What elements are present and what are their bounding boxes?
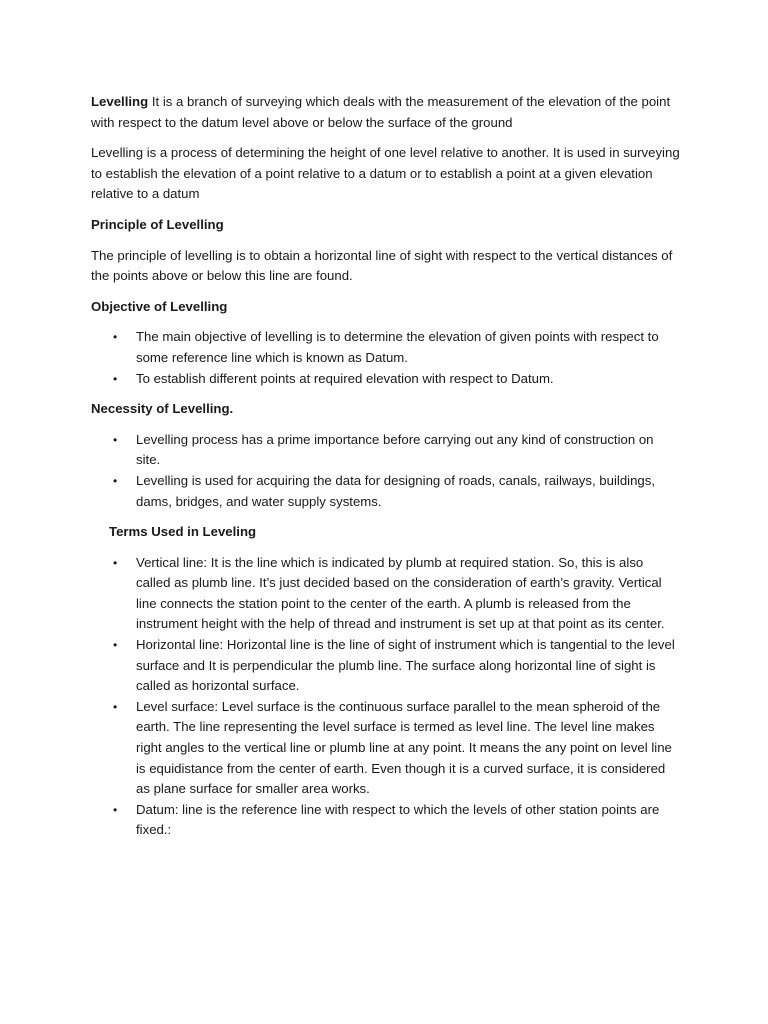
list-item-text: Horizontal line: Horizontal line is the line of sight of instrument which is tangential to the level surface and It is perpendicular the plumb line. The surface along horizontal line of sight is called as horizontal surface.	[136, 637, 675, 694]
list-item-text: Datum: line is the reference line with respect to which the levels of other station points are fixed.:	[136, 801, 660, 838]
intro-definition: It is a branch of surveying which deals with the measurement of the elevation of the point with respect to the datum level above or below the surface of the ground	[91, 94, 671, 130]
bullet-icon: •	[113, 473, 118, 488]
bullet-icon: •	[113, 555, 118, 570]
terms-heading: Terms Used in Leveling	[109, 524, 257, 540]
bullet-icon: •	[113, 802, 118, 817]
list-item	[91, 430, 681, 471]
list-item-text: Levelling process has a prime importance before carrying out any kind of construction on site.	[136, 431, 654, 468]
list-item	[91, 327, 681, 368]
list-item-text: Vertical line: It is the line which is indicated by plumb at required station. So, this is also called as plumb line. It’s just decided based on the consideration of earth’s gravity. Vertical line connects the station point to the center of the earth. A plumb is released from the instrument height with the help of thread and instrument is set up at that point as its center.	[136, 554, 665, 632]
intro-term: Levelling	[91, 94, 149, 109]
list-item-text: Level surface: Level surface is the continuous surface parallel to the mean spheroid of the earth. The line representing the level surface is termed as level line. The level line makes right angles to the vertical line or plumb line at any point. It means the any point on level line is equidistance from the center of earth. Even though it is a curved surface, it is considered as plane surface for smaller area works.	[136, 698, 672, 797]
list-item-text: The main objective of levelling is to determine the elevation of given points with respect to some reference line which is known as Datum.	[136, 329, 659, 365]
intro-paragraph-2: Levelling is a process of determining the height of one level relative to another. It is used in surveying to establish the elevation of a point relative to a datum or to establish a point at a given elevation relative to a datum	[91, 145, 680, 202]
list-item	[91, 369, 681, 390]
bullet-icon: •	[113, 330, 118, 345]
bullet-icon: •	[113, 371, 118, 386]
bullet-icon: •	[113, 638, 118, 653]
document-page	[91, 92, 681, 851]
terms-list	[91, 553, 681, 841]
intro-paragraph	[91, 92, 681, 133]
bullet-icon: •	[113, 699, 118, 714]
objective-heading: Objective of Levelling	[91, 298, 228, 314]
necessity-heading: Necessity of Levelling.	[91, 401, 234, 417]
bullet-icon: •	[113, 432, 118, 447]
list-item-text: Levelling is used for acquiring the data for designing of roads, canals, railways, buildings, dams, bridges, and water supply systems.	[136, 472, 656, 509]
list-item	[91, 635, 681, 697]
principle-text: The principle of levelling is to obtain a horizontal line of sight with respect to the vertical distances of the points above or below this line are found.	[91, 247, 673, 284]
list-item	[91, 800, 681, 841]
list-item-text: To establish different points at required elevation with respect to Datum.	[136, 370, 554, 386]
necessity-list	[91, 430, 681, 512]
objective-list	[91, 327, 681, 389]
list-item	[91, 697, 681, 800]
principle-heading: Principle of Levelling	[91, 216, 224, 232]
list-item	[91, 553, 681, 635]
list-item	[91, 471, 681, 512]
